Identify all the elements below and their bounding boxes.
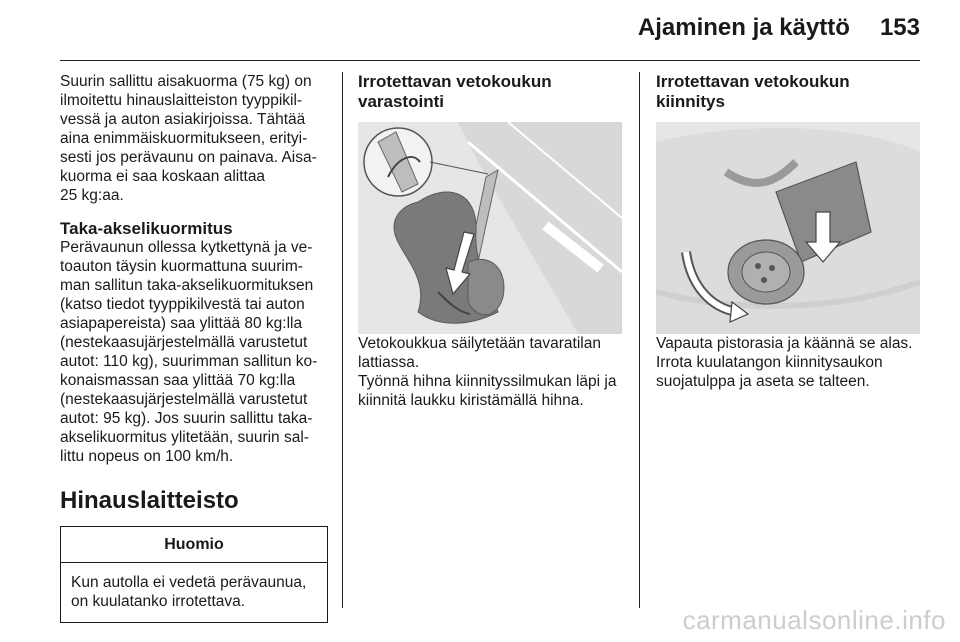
text-line: littu nopeus on 100 km/h. bbox=[60, 448, 234, 465]
heading-line: Irrotettavan vetokoukun bbox=[358, 72, 552, 91]
text-line: 25 kg:aa. bbox=[60, 187, 124, 204]
text-line: kiinnitä laukku kiristämällä hihna. bbox=[358, 392, 584, 409]
text-line: (nestekaasujärjestelmällä varustetut bbox=[60, 334, 308, 351]
notice-title: Huomio bbox=[61, 527, 327, 563]
header-rule bbox=[60, 60, 920, 61]
text-line: aina enimmäiskuormitukseen, erityi- bbox=[60, 130, 308, 147]
text-line: akselikuormitus ylitetään, suurin sal- bbox=[60, 429, 309, 446]
storage-caption-2 bbox=[358, 372, 624, 410]
right-column bbox=[656, 72, 920, 391]
text-line: Suurin sallittu aisakuorma (75 kg) on bbox=[60, 73, 312, 90]
attachment-caption bbox=[656, 334, 920, 391]
notice-body bbox=[61, 563, 327, 622]
chapter-title: Ajaminen ja käyttö bbox=[637, 14, 850, 41]
text-line: kuorma ei saa koskaan alittaa bbox=[60, 168, 266, 185]
text-line: (nestekaasujärjestelmällä varustetut bbox=[60, 391, 308, 408]
strap-loop-detail bbox=[364, 128, 432, 196]
text-line: Kun autolla ei vedetä perävaunua, bbox=[71, 574, 307, 591]
text-line: toauton täysin kuormattuna suurim- bbox=[60, 258, 303, 275]
socket-release-illustration bbox=[656, 122, 920, 334]
text-line: man sallitun taka-akselikuormituksen bbox=[60, 277, 314, 294]
page-number: 153 bbox=[879, 14, 920, 41]
text-line: Vapauta pistorasia ja käännä se alas. bbox=[656, 335, 913, 352]
text-line: suojatulppa ja aseta se talteen. bbox=[656, 373, 870, 390]
text-line: ilmoitettu hinauslaitteiston tyyppikil- bbox=[60, 92, 303, 109]
heading-line: Irrotettavan vetokoukun bbox=[656, 72, 850, 91]
column-divider-left bbox=[342, 72, 343, 608]
text-line: konaismassan saa ylittää 70 kg:lla bbox=[60, 372, 296, 389]
text-line: Vetokoukkua säilytetään tavaratilan bbox=[358, 335, 601, 352]
text-line: Työnnä hihna kiinnityssilmukan läpi ja bbox=[358, 373, 617, 390]
text-line: Perävaunun ollessa kytkettynä ja ve- bbox=[60, 239, 313, 256]
watermark: carmanualsonline.info bbox=[682, 605, 946, 635]
rear-axle-heading: Taka-akselikuormitus bbox=[60, 219, 233, 238]
notice-box bbox=[60, 526, 328, 623]
intro-paragraph bbox=[60, 72, 328, 205]
column-divider-right bbox=[639, 72, 640, 608]
text-line: on kuulatanko irrotettava. bbox=[71, 593, 246, 610]
text-line: sesti jos perävaunu on painava. Aisa- bbox=[60, 149, 317, 166]
storage-caption-1 bbox=[358, 334, 624, 372]
text-line: (katso tiedot tyyppikilvestä tai auton bbox=[60, 296, 305, 313]
left-column bbox=[60, 72, 328, 623]
page-header bbox=[638, 14, 920, 42]
heading-line: varastointi bbox=[358, 92, 444, 111]
middle-column bbox=[358, 72, 624, 410]
text-line: asiapapereista) saa ylittää 80 kg:lla bbox=[60, 315, 303, 332]
text-line: autot: 110 kg), suurimman sallitun ko- bbox=[60, 353, 318, 370]
text-line: lattiassa. bbox=[358, 354, 420, 371]
storage-heading bbox=[358, 72, 624, 112]
text-line: autot: 95 kg). Jos suurin sallittu taka- bbox=[60, 410, 313, 427]
rear-axle-paragraph bbox=[60, 238, 328, 466]
towing-section-heading: Hinauslaitteisto bbox=[60, 487, 239, 514]
text-line: Irrota kuulatangon kiinnitysaukon bbox=[656, 354, 883, 371]
text-line: vessä ja auton asiakirjoissa. Tähtää bbox=[60, 111, 306, 128]
towbar-storage-illustration bbox=[358, 122, 622, 334]
heading-line: kiinnitys bbox=[656, 92, 725, 111]
attachment-heading bbox=[656, 72, 920, 112]
